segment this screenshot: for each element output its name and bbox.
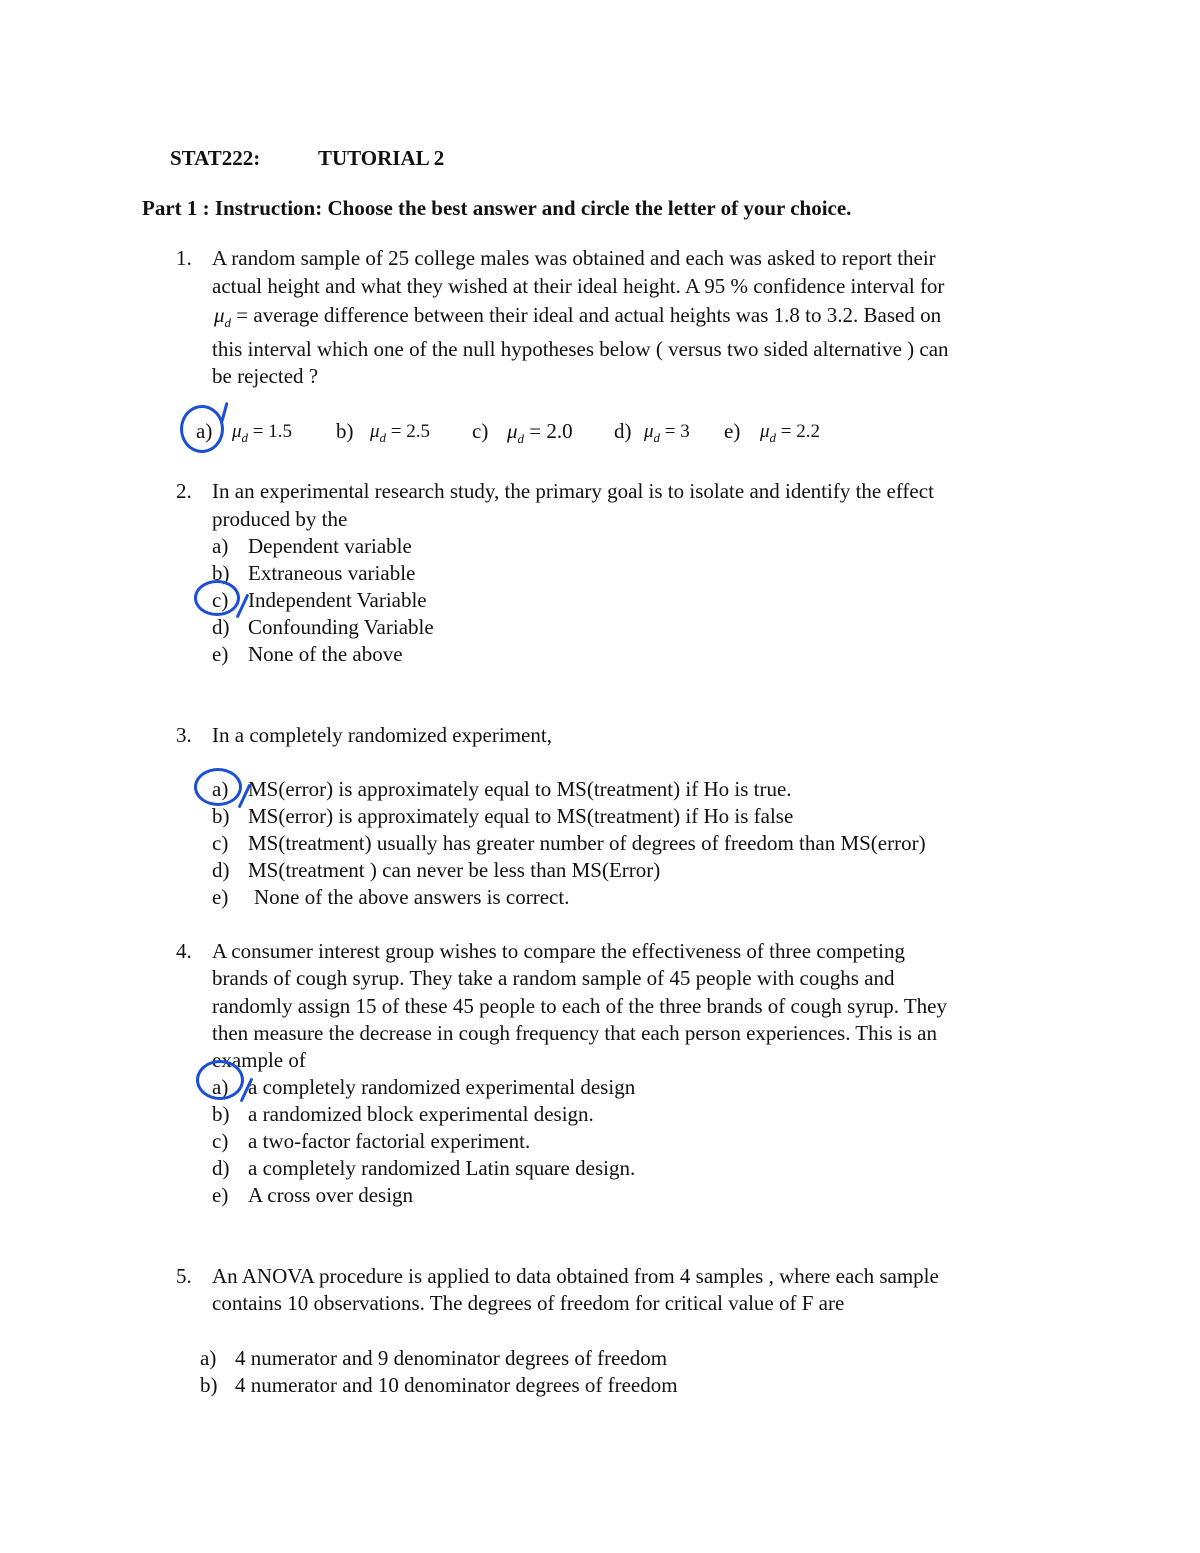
q5-line1: An ANOVA procedure is applied to data obtained from 4 samples , where each sample <box>212 1264 939 1288</box>
q1-option-a-letter[interactable]: a) <box>196 419 213 443</box>
q2-option-a[interactable]: Dependent variable <box>248 534 412 558</box>
q1-option-c-letter[interactable]: c) <box>472 419 489 443</box>
q2-option-e[interactable]: None of the above <box>248 642 403 666</box>
q4-option-e-letter[interactable]: e) <box>212 1183 229 1207</box>
q2-line2: produced by the <box>212 507 348 531</box>
q4-line5: example of <box>212 1048 306 1072</box>
q2-option-c-letter[interactable]: c) <box>212 588 229 612</box>
q4-line2: brands of cough syrup. They take a random sample of 45 people with coughs and <box>212 966 895 990</box>
q2-option-d-letter[interactable]: d) <box>212 615 230 639</box>
q5-option-b-letter[interactable]: b) <box>200 1373 218 1397</box>
q3-option-e[interactable]: None of the above answers is correct. <box>254 885 570 909</box>
q4-option-c[interactable]: a two-factor factorial experiment. <box>248 1129 531 1153</box>
q3-option-e-letter[interactable]: e) <box>212 885 229 909</box>
q4-option-a[interactable]: a completely randomized experimental design <box>248 1075 636 1099</box>
q4-number: 4. <box>176 939 192 963</box>
q4-line3: randomly assign 15 of these 45 people to each of the three brands of cough syrup. They <box>212 994 947 1018</box>
answer-circle-q3 <box>194 768 242 806</box>
q1-option-c[interactable]: $\mu_d = 2.0$ <box>507 419 573 447</box>
q2-option-b[interactable]: Extraneous variable <box>248 561 416 585</box>
tutorial-title: TUTORIAL 2 <box>318 146 445 170</box>
q5-line2: contains 10 observations. The degrees of freedom for critical value of F are <box>212 1291 845 1315</box>
q4-option-b-letter[interactable]: b) <box>212 1102 230 1126</box>
q1-option-b[interactable]: $\mu_d = 2.5$ <box>370 421 431 445</box>
q1-number: 1. <box>176 246 192 270</box>
q3-line1: In a completely randomized experiment, <box>212 723 552 747</box>
q2-line1: In an experimental research study, the primary goal is to isolate and identify the effect <box>212 479 934 503</box>
q1-option-b-letter[interactable]: b) <box>336 419 354 443</box>
q5-option-a[interactable]: 4 numerator and 9 denominator degrees of freedom <box>235 1346 668 1370</box>
q1-option-d[interactable]: $\mu_d = 3$ <box>644 421 690 445</box>
q1-option-a[interactable]: $\mu_d = 1.5$ <box>232 421 293 445</box>
q3-number: 3. <box>176 723 192 747</box>
q1-line1: A random sample of 25 college males was obtained and each was asked to report their <box>212 246 936 270</box>
mu-symbol: $\mu_d$ <box>214 303 232 331</box>
q3-option-c-letter[interactable]: c) <box>212 831 229 855</box>
q4-option-e[interactable]: A cross over design <box>248 1183 414 1207</box>
q1-line4: this interval which one of the null hypotheses below ( versus two sided alternative ) can <box>212 337 949 361</box>
q4-option-b[interactable]: a randomized block experimental design. <box>248 1102 594 1126</box>
q2-option-d[interactable]: Confounding Variable <box>248 615 434 639</box>
q5-option-b[interactable]: 4 numerator and 10 denominator degrees of freedom <box>235 1373 678 1397</box>
q2-option-c[interactable]: Independent Variable <box>248 588 427 612</box>
answer-circle-q4 <box>196 1060 244 1100</box>
q5-number: 5. <box>176 1264 192 1288</box>
course-code: STAT222: <box>170 146 261 170</box>
q2-option-a-letter[interactable]: a) <box>212 534 229 558</box>
q1-option-e-letter[interactable]: e) <box>724 419 741 443</box>
answer-circle-q2 <box>194 580 240 616</box>
q3-option-b-letter[interactable]: b) <box>212 804 230 828</box>
q3-option-d[interactable]: MS(treatment ) can never be less than MS(Error) <box>248 858 661 882</box>
q4-option-c-letter[interactable]: c) <box>212 1129 229 1153</box>
q1-option-d-letter[interactable]: d) <box>614 419 632 443</box>
q2-option-e-letter[interactable]: e) <box>212 642 229 666</box>
q4-option-a-letter[interactable]: a) <box>212 1075 229 1099</box>
q1-option-e[interactable]: $\mu_d = 2.2$ <box>760 421 821 445</box>
q1-line5: be rejected ? <box>212 364 319 388</box>
q5-option-a-letter[interactable]: a) <box>200 1346 217 1370</box>
q3-option-a-letter[interactable]: a) <box>212 777 229 801</box>
q4-option-d[interactable]: a completely randomized Latin square design. <box>248 1156 636 1180</box>
q4-line4: then measure the decrease in cough frequency that each person experiences. This is an <box>212 1021 937 1045</box>
answer-circle-q1 <box>180 405 224 453</box>
q2-option-b-letter[interactable]: b) <box>212 561 230 585</box>
q3-option-a[interactable]: MS(error) is approximately equal to MS(treatment) if Ho is true. <box>248 777 792 801</box>
instruction: Part 1 : Instruction: Choose the best answer and circle the letter of your choice. <box>142 196 852 220</box>
q4-option-d-letter[interactable]: d) <box>212 1156 230 1180</box>
q3-option-b[interactable]: MS(error) is approximately equal to MS(treatment) if Ho is false <box>248 804 794 828</box>
q3-option-d-letter[interactable]: d) <box>212 858 230 882</box>
q4-line1: A consumer interest group wishes to compare the effectiveness of three competing <box>212 939 905 963</box>
q1-line3: $\mu_d$ = average difference between their ideal and actual heights was 1.8 to 3.2. Based on <box>214 303 942 331</box>
q1-line2: actual height and what they wished at their ideal height. A 95 % confidence interval for <box>212 274 945 298</box>
q3-option-c[interactable]: MS(treatment) usually has greater number of degrees of freedom than MS(error) <box>248 831 926 855</box>
q2-number: 2. <box>176 479 192 503</box>
